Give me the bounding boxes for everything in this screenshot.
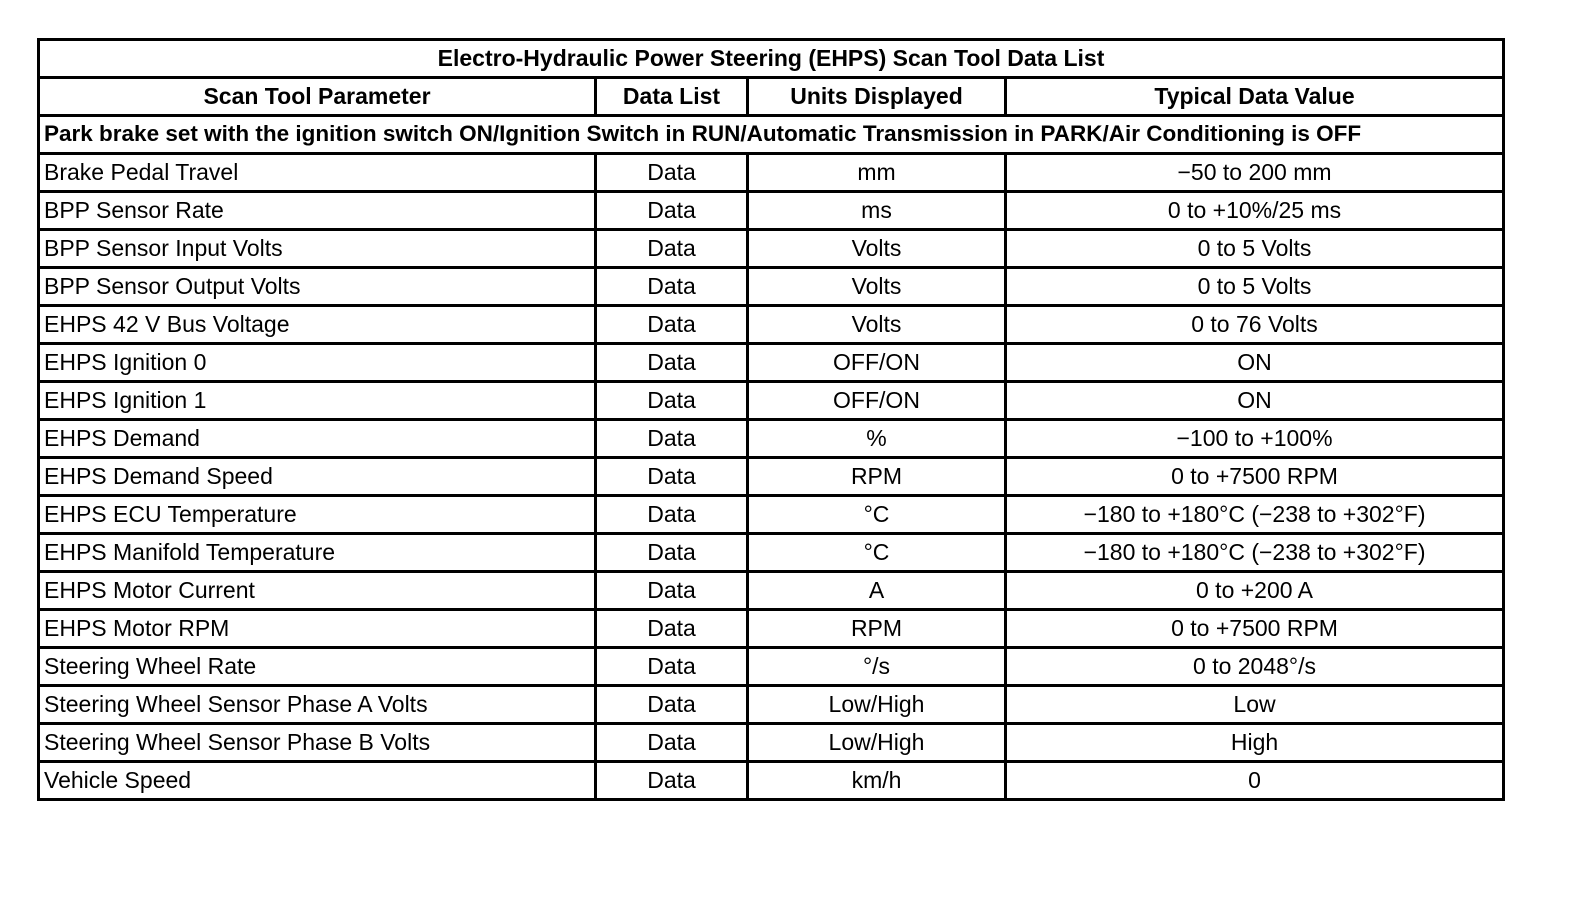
cell-typical-value: 0 to 5 Volts xyxy=(1006,268,1504,306)
cell-parameter: BPP Sensor Output Volts xyxy=(39,268,596,306)
cell-units: RPM xyxy=(748,458,1006,496)
cell-parameter: EHPS Motor RPM xyxy=(39,610,596,648)
cell-typical-value: −50 to 200 mm xyxy=(1006,154,1504,192)
cell-parameter: Vehicle Speed xyxy=(39,762,596,800)
cell-data-list: Data xyxy=(596,268,748,306)
cell-typical-value: High xyxy=(1006,724,1504,762)
cell-typical-value: −180 to +180°C (−238 to +302°F) xyxy=(1006,496,1504,534)
cell-units: °C xyxy=(748,496,1006,534)
cell-parameter: Steering Wheel Rate xyxy=(39,648,596,686)
cell-typical-value: 0 to 2048°/s xyxy=(1006,648,1504,686)
cell-parameter: EHPS Motor Current xyxy=(39,572,596,610)
condition-text: Park brake set with the ignition switch ON/Ignition Switch in RUN/Automatic Transmission in PARK/Air Conditioning is OFF xyxy=(39,116,1504,154)
table-row xyxy=(39,686,1504,724)
cell-parameter: BPP Sensor Input Volts xyxy=(39,230,596,268)
cell-units: Volts xyxy=(748,306,1006,344)
cell-parameter: EHPS Manifold Temperature xyxy=(39,534,596,572)
cell-units: RPM xyxy=(748,610,1006,648)
cell-typical-value: 0 xyxy=(1006,762,1504,800)
cell-parameter: EHPS Demand Speed xyxy=(39,458,596,496)
cell-parameter: EHPS Demand xyxy=(39,420,596,458)
table-row xyxy=(39,534,1504,572)
cell-data-list: Data xyxy=(596,610,748,648)
header-typical-value: Typical Data Value xyxy=(1006,78,1504,116)
header-parameter: Scan Tool Parameter xyxy=(39,78,596,116)
table-row xyxy=(39,306,1504,344)
cell-units: A xyxy=(748,572,1006,610)
header-data-list: Data List xyxy=(596,78,748,116)
cell-parameter: BPP Sensor Rate xyxy=(39,192,596,230)
cell-parameter: EHPS ECU Temperature xyxy=(39,496,596,534)
cell-units: OFF/ON xyxy=(748,344,1006,382)
cell-typical-value: 0 to 76 Volts xyxy=(1006,306,1504,344)
cell-units: °/s xyxy=(748,648,1006,686)
cell-data-list: Data xyxy=(596,458,748,496)
cell-data-list: Data xyxy=(596,382,748,420)
cell-data-list: Data xyxy=(596,534,748,572)
cell-parameter: EHPS Ignition 0 xyxy=(39,344,596,382)
cell-data-list: Data xyxy=(596,496,748,534)
cell-units: OFF/ON xyxy=(748,382,1006,420)
cell-data-list: Data xyxy=(596,724,748,762)
table-row xyxy=(39,230,1504,268)
table-row xyxy=(39,610,1504,648)
cell-units: °C xyxy=(748,534,1006,572)
table-row xyxy=(39,420,1504,458)
cell-typical-value: 0 to +10%/25 ms xyxy=(1006,192,1504,230)
cell-units: km/h xyxy=(748,762,1006,800)
table-row xyxy=(39,154,1504,192)
cell-data-list: Data xyxy=(596,572,748,610)
cell-units: Volts xyxy=(748,268,1006,306)
cell-data-list: Data xyxy=(596,154,748,192)
cell-data-list: Data xyxy=(596,306,748,344)
cell-data-list: Data xyxy=(596,686,748,724)
scan-tool-data-table xyxy=(37,38,1505,801)
table-title: Electro-Hydraulic Power Steering (EHPS) Scan Tool Data List xyxy=(39,40,1504,78)
cell-typical-value: 0 to +7500 RPM xyxy=(1006,458,1504,496)
table-row xyxy=(39,268,1504,306)
cell-parameter: Steering Wheel Sensor Phase B Volts xyxy=(39,724,596,762)
cell-data-list: Data xyxy=(596,762,748,800)
header-row xyxy=(39,78,1504,116)
cell-parameter: EHPS Ignition 1 xyxy=(39,382,596,420)
table-row xyxy=(39,382,1504,420)
cell-typical-value: ON xyxy=(1006,344,1504,382)
table-row xyxy=(39,762,1504,800)
header-units: Units Displayed xyxy=(748,78,1006,116)
table-row xyxy=(39,192,1504,230)
cell-typical-value: −100 to +100% xyxy=(1006,420,1504,458)
cell-parameter: EHPS 42 V Bus Voltage xyxy=(39,306,596,344)
table-row xyxy=(39,496,1504,534)
cell-parameter: Steering Wheel Sensor Phase A Volts xyxy=(39,686,596,724)
cell-typical-value: 0 to 5 Volts xyxy=(1006,230,1504,268)
cell-data-list: Data xyxy=(596,192,748,230)
cell-units: Volts xyxy=(748,230,1006,268)
cell-typical-value: 0 to +7500 RPM xyxy=(1006,610,1504,648)
cell-units: mm xyxy=(748,154,1006,192)
title-row xyxy=(39,40,1504,78)
condition-row xyxy=(39,116,1504,154)
cell-units: Low/High xyxy=(748,724,1006,762)
table-row xyxy=(39,724,1504,762)
table-row xyxy=(39,648,1504,686)
cell-units: % xyxy=(748,420,1006,458)
table-row xyxy=(39,458,1504,496)
cell-typical-value: 0 to +200 A xyxy=(1006,572,1504,610)
cell-typical-value: −180 to +180°C (−238 to +302°F) xyxy=(1006,534,1504,572)
table-row xyxy=(39,344,1504,382)
cell-units: Low/High xyxy=(748,686,1006,724)
cell-data-list: Data xyxy=(596,648,748,686)
cell-typical-value: ON xyxy=(1006,382,1504,420)
table-row xyxy=(39,572,1504,610)
cell-typical-value: Low xyxy=(1006,686,1504,724)
cell-units: ms xyxy=(748,192,1006,230)
cell-data-list: Data xyxy=(596,420,748,458)
cell-data-list: Data xyxy=(596,344,748,382)
cell-data-list: Data xyxy=(596,230,748,268)
cell-parameter: Brake Pedal Travel xyxy=(39,154,596,192)
